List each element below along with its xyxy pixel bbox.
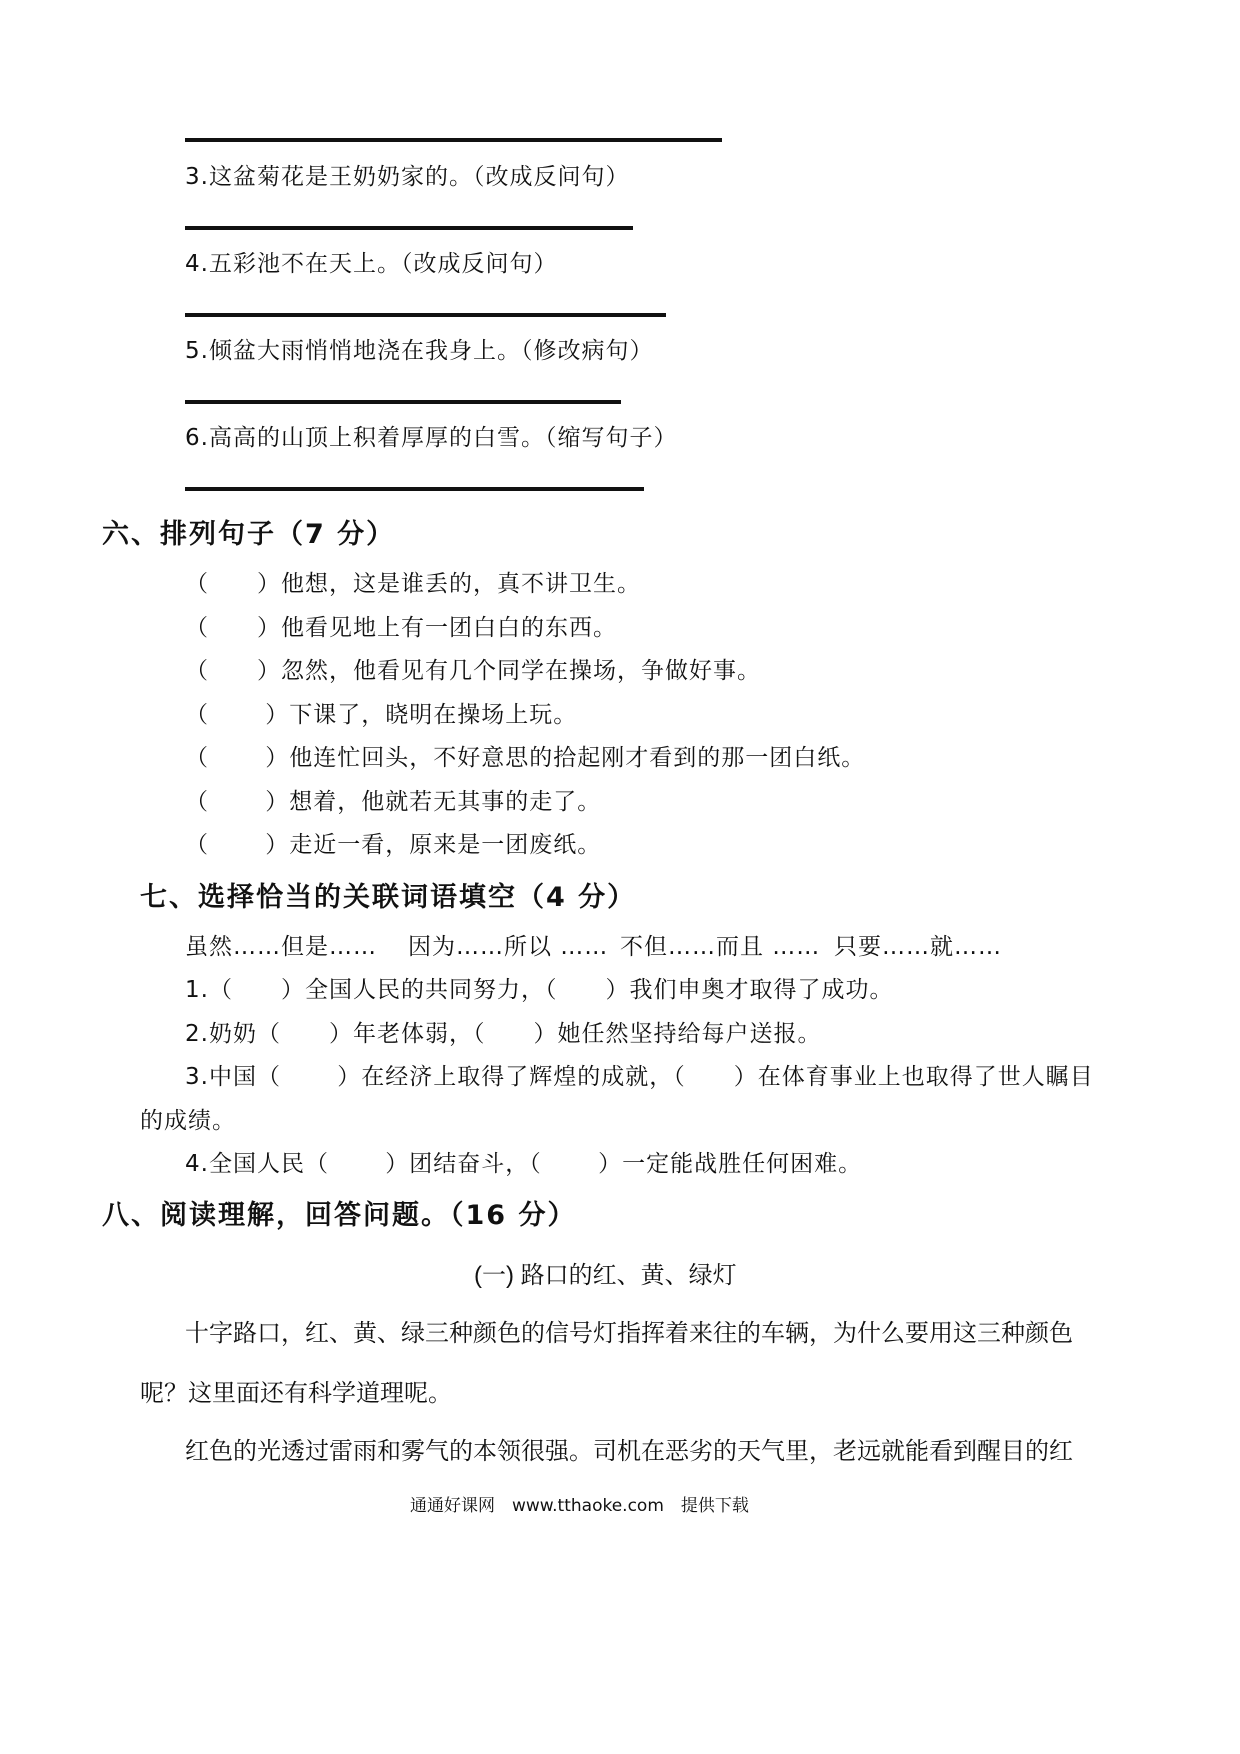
list-item: （ ）他连忙回头，不好意思的拾起刚才看到的那一团白纸。 bbox=[185, 745, 866, 771]
question-7-1: 1.（ ）全国人民的共同努力，（ ）我们申奥才取得了成功。 bbox=[185, 977, 894, 1003]
question-5-6: 6.高高的山顶上积着厚厚的白雪。（缩写句子） bbox=[185, 425, 678, 451]
passage-title: (一) 路口的红、黄、绿灯 bbox=[474, 1262, 737, 1289]
list-item: （ ）他想，这是谁丢的，真不讲卫生。 bbox=[185, 571, 641, 597]
question-7-3: 3.中国（ ）在经济上取得了辉煌的成就，（ ）在体育事业上也取得了世人瞩目 bbox=[185, 1064, 1094, 1090]
list-item: （ ）下课了，晓明在操场上玩。 bbox=[185, 702, 578, 728]
answer-line-2 bbox=[185, 138, 722, 142]
answer-line-4 bbox=[185, 313, 666, 317]
answer-line-3 bbox=[185, 226, 633, 230]
list-item: （ ）走近一看，原来是一团废纸。 bbox=[185, 832, 602, 858]
section-8-heading: 八、阅读理解，回答问题。（16 分） bbox=[102, 1200, 577, 1231]
question-5-3: 3.这盆菊花是王奶奶家的。（改成反问句） bbox=[185, 164, 630, 190]
page-footer: 通通好课网 www.tthaoke.com 提供下载 bbox=[410, 1496, 749, 1516]
answer-line-5 bbox=[185, 400, 621, 404]
list-item: （ ）想着，他就若无其事的走了。 bbox=[185, 789, 602, 815]
option-word: 只要……就…… bbox=[834, 934, 1002, 960]
list-item: （ ）忽然，他看见有几个同学在操场，争做好事。 bbox=[185, 658, 761, 684]
option-word: 因为……所以 …… bbox=[408, 934, 609, 960]
section-6-heading: 六、排列句子（7 分） bbox=[102, 519, 396, 550]
passage-paragraph-2: 红色的光透过雷雨和雾气的本领很强。司机在恶劣的天气里，老远就能看到醒目的红 bbox=[185, 1438, 1073, 1465]
answer-line-6 bbox=[185, 487, 644, 491]
question-5-5: 5.倾盆大雨悄悄地浇在我身上。（修改病句） bbox=[185, 338, 654, 364]
section-7-heading: 七、选择恰当的关联词语填空（4 分） bbox=[140, 882, 637, 913]
question-7-2: 2.奶奶（ ）年老体弱，（ ）她任然坚持给每户送报。 bbox=[185, 1021, 822, 1047]
passage-paragraph-1: 十字路口，红、黄、绿三种颜色的信号灯指挥着来往的车辆，为什么要用这三种颜色 bbox=[185, 1320, 1073, 1347]
question-7-4: 4.全国人民（ ）团结奋斗，（ ）一定能战胜任何困难。 bbox=[185, 1151, 863, 1177]
question-7-3-continued: 的成绩。 bbox=[140, 1108, 236, 1134]
question-5-4: 4.五彩池不在天上。（改成反问句） bbox=[185, 251, 558, 277]
option-word: 不但……而且 …… bbox=[620, 934, 821, 960]
passage-paragraph-1-continued: 呢？这里面还有科学道理呢。 bbox=[140, 1380, 452, 1407]
option-word: 虽然……但是…… bbox=[185, 934, 377, 960]
list-item: （ ）他看见地上有一团白白的东西。 bbox=[185, 615, 617, 641]
